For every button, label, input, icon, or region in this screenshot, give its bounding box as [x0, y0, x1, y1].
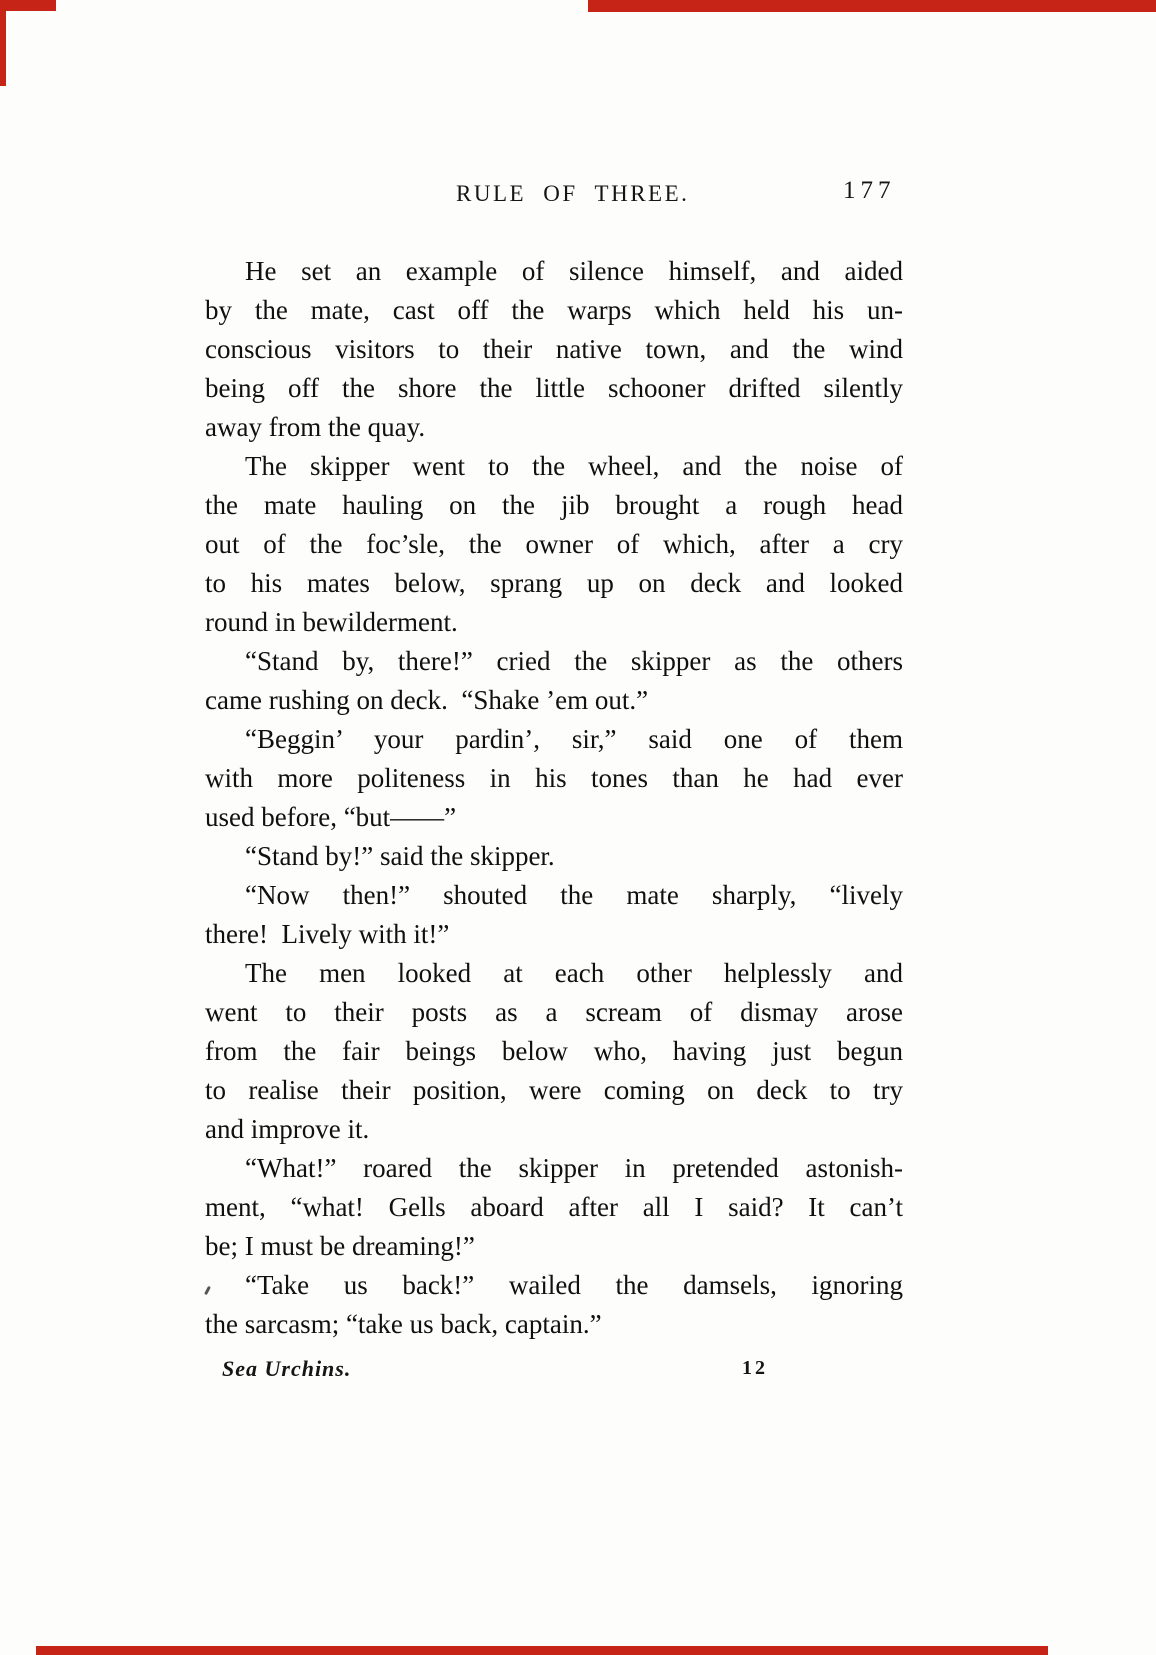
- text-line: The skipper went to the wheel, and the noise of: [245, 451, 903, 481]
- scan-edge-artifact-bottom: [36, 1646, 1048, 1655]
- text-line: by the mate, cast off the warps which held his un-: [205, 295, 903, 325]
- text-line: the sarcasm; “take us back, captain.”: [205, 1309, 602, 1339]
- text-line: with more politeness in his tones than he had ever: [205, 763, 903, 793]
- text-line: “Stand by!” said the skipper.: [245, 841, 555, 871]
- text-line: from the fair beings below who, having just begun: [205, 1036, 903, 1066]
- text-line: to realise their position, were coming on deck to try: [205, 1075, 903, 1105]
- text-line: conscious visitors to their native town, and the wind: [205, 334, 903, 364]
- running-header-title: RULE OF THREE.: [456, 181, 690, 206]
- footer-signature-number: 12: [742, 1357, 768, 1379]
- body-text: [205, 252, 903, 1344]
- text-line: “What!” roared the skipper in pretended astonish-: [245, 1153, 903, 1183]
- text-line: went to their posts as a scream of dismay arose: [205, 997, 903, 1027]
- scan-edge-artifact-top-left: [0, 0, 56, 11]
- scan-edge-artifact-left: [0, 0, 6, 86]
- text-line: “Stand by, there!” cried the skipper as the others: [245, 646, 903, 676]
- text-line: ment, “what! Gells aboard after all I said? It can’t: [205, 1192, 903, 1222]
- text-line: away from the quay.: [205, 412, 426, 442]
- footer-book-title: Sea Urchins.: [222, 1356, 352, 1381]
- text-line: “Now then!” shouted the mate sharply, “lively: [245, 880, 903, 910]
- text-line: out of the foc’sle, the owner of which, after a cry: [205, 529, 903, 559]
- text-line: and improve it.: [205, 1114, 370, 1144]
- text-line: used before, “but——”: [205, 802, 457, 832]
- text-line: round in bewilderment.: [205, 607, 458, 637]
- text-line: The men looked at each other helplessly and: [245, 958, 903, 988]
- text-line: the mate hauling on the jib brought a rough head: [205, 490, 903, 520]
- text-line: there! Lively with it!”: [205, 919, 450, 949]
- text-line: being off the shore the little schooner drifted silently: [205, 373, 903, 403]
- text-line: He set an example of silence himself, and aided: [245, 256, 903, 286]
- text-line: be; I must be dreaming!”: [205, 1231, 475, 1261]
- scan-edge-artifact-top-right: [588, 0, 1156, 12]
- text-line: “Beggin’ your pardin’, sir,” said one of them: [245, 724, 903, 754]
- text-line: to his mates below, sprang up on deck and looked: [205, 568, 903, 598]
- page-number: 177: [843, 177, 896, 204]
- text-line: came rushing on deck. “Shake ’em out.”: [205, 685, 649, 715]
- text-line: “Take us back!” wailed the damsels, ignoring: [245, 1270, 903, 1300]
